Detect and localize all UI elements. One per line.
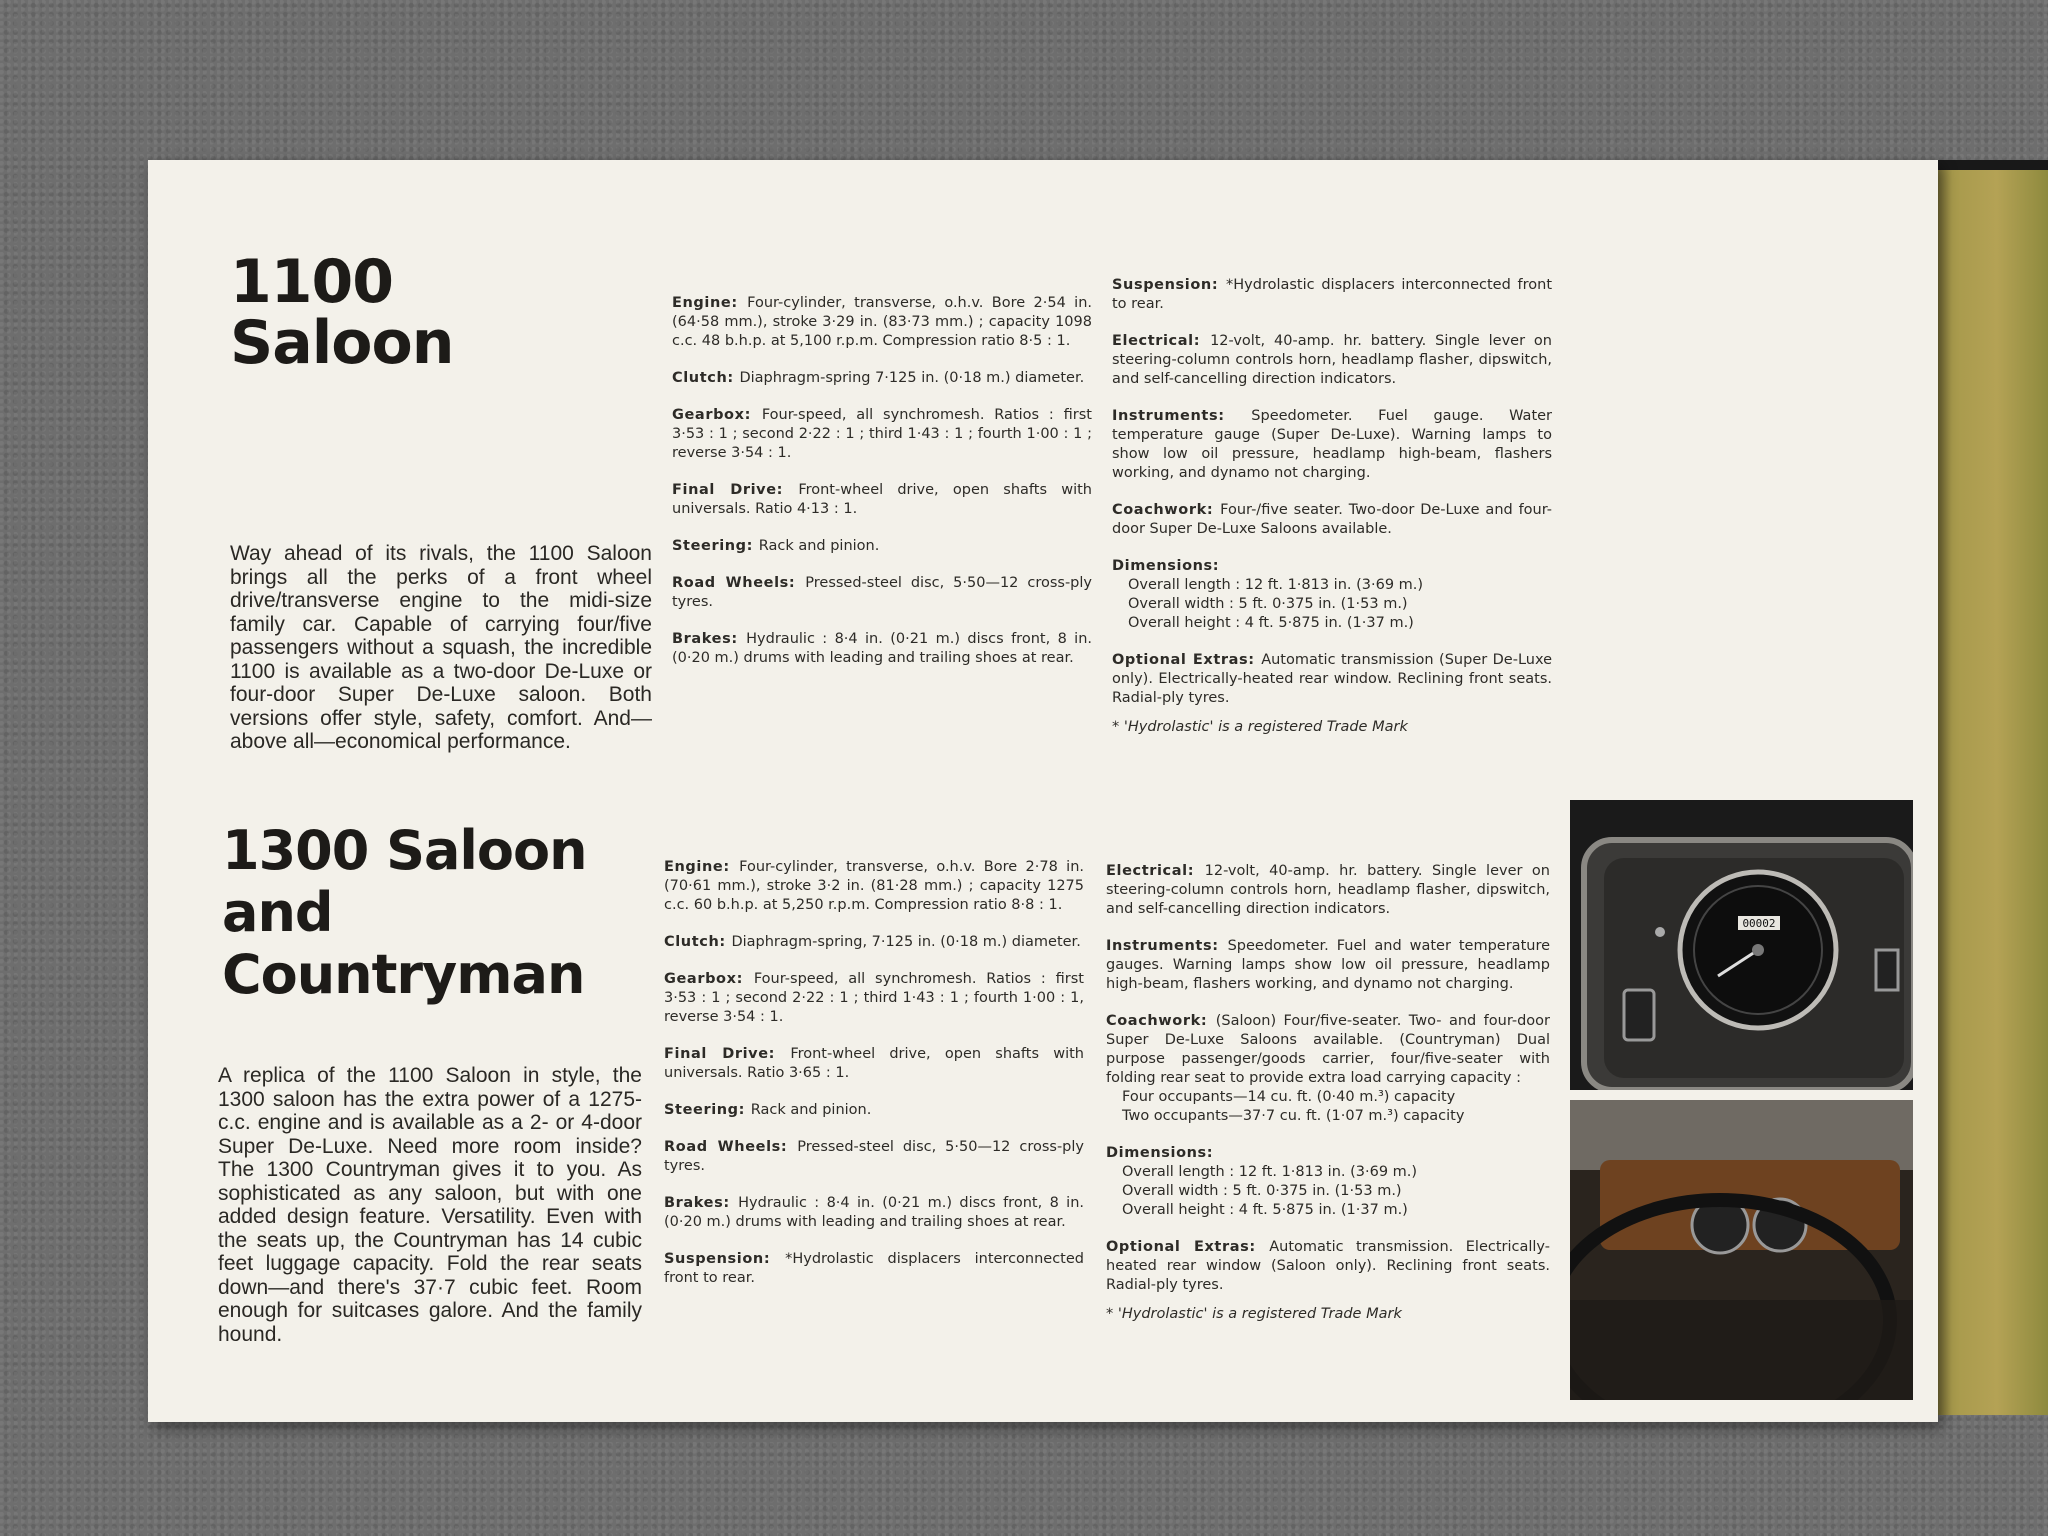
spec-label: Suspension : <box>1112 277 1226 293</box>
intro-1100: Way ahead of its rivals, the 1100 Saloon brings all the perks of a front wheel drive/transverse engine to the midi-size family car. Capable of carrying four/five passengers without a squash, the incredible 1100 is available as a two-door De-Luxe or four-door Super De-Luxe saloon. Both versions offer style, safety, comfort. And—above all—economical performance. <box>230 542 652 753</box>
spec-1300-road-wheels <box>664 1138 1084 1176</box>
spec-label: Final Drive : <box>672 482 798 498</box>
heading-1100 <box>230 247 454 379</box>
specs-1100-right <box>1112 276 1552 737</box>
dim-width: Overall width : 5 ft. 0·375 in. (1·53 m.) <box>1128 596 1408 612</box>
spec-1300-engine <box>664 858 1084 915</box>
dim-length: Overall length : 12 ft. 1·813 in. (3·69 m.) <box>1122 1164 1418 1180</box>
spec-text: Four-cylinder, transverse, o.h.v. Bore 2·78 in. (70·61 mm.), stroke 3·2 in. (81·28 mm.) ; capacity 1275 c.c. 60 b.h.p. at 5,250 r.p.m. Compression ratio 8·8 : 1. <box>664 859 1084 913</box>
dim-height: Overall height : 4 ft. 5·875 in. (1·37 m.) <box>1128 615 1414 631</box>
heading-1300-line1: 1300 Saloon <box>222 819 587 882</box>
spec-label: Coachwork : <box>1112 502 1220 518</box>
spec-1300-brakes <box>664 1194 1084 1232</box>
spec-1300-steering <box>664 1101 1084 1120</box>
spec-1100-instruments <box>1112 407 1552 483</box>
extras-text: Automatic transmission. Electrically-heated rear window (Saloon only). Reclining front seats. Radial-ply tyres. <box>1106 1239 1550 1293</box>
spec-text: Four-speed, all synchromesh. Ratios : first 3·53 : 1 ; second 2·22 : 1 ; third 1·43 : 1 ; fourth 1·00 : 1 ; reverse 3·54 : 1. <box>672 407 1092 461</box>
spec-text: 12-volt, 40-amp. hr. battery. Single lever on steering-column controls horn, headlamp flasher, dipswitch, and self-cancelling direction indicators. <box>1106 863 1550 917</box>
spec-text: Rack and pinion. <box>758 538 880 554</box>
spec-1100-suspension <box>1112 276 1552 314</box>
spec-label: Instruments : <box>1106 938 1228 954</box>
odometer-readout: 00002 <box>1742 917 1776 930</box>
extras-label: Optional Extras : <box>1106 1239 1269 1255</box>
spec-1300-clutch <box>664 933 1084 952</box>
dimensions-1300 <box>1106 1144 1550 1220</box>
spec-1100-road-wheels <box>672 574 1092 612</box>
capacity-1300 <box>1106 1088 1550 1126</box>
spec-label: Suspension : <box>664 1251 785 1267</box>
extras-text: Automatic transmission (Super De-Luxe only). Electrically-heated rear window. Reclining front seats. Radial-ply tyres. <box>1112 652 1553 706</box>
dim-width: Overall width : 5 ft. 0·375 in. (1·53 m.) <box>1122 1183 1402 1199</box>
dim-height: Overall height : 4 ft. 5·875 in. (1·37 m.) <box>1122 1202 1408 1218</box>
heading-1100-line1: 1100 <box>230 247 393 317</box>
spec-text: Diaphragm-spring, 7·125 in. (0·18 m.) diameter. <box>731 934 1081 950</box>
spec-label: Brakes : <box>672 631 746 647</box>
dim-length: Overall length : 12 ft. 1·813 in. (3·69 m.) <box>1128 577 1424 593</box>
spec-1300-electrical <box>1106 862 1550 919</box>
spec-1100-engine <box>672 294 1092 351</box>
spec-text: Front-wheel drive, open shafts with universals. Ratio 3·65 : 1. <box>664 1046 1084 1081</box>
spec-text: Hydraulic : 8·4 in. (0·21 m.) discs front, 8 in. (0·20 m.) drums with leading and trailing shoes at rear. <box>664 1195 1085 1230</box>
extras-label: Optional Extras : <box>1112 652 1261 668</box>
spec-1100-steering <box>672 537 1092 556</box>
spec-text: (Saloon) Four/five-seater. Two- and four-door Super De-Luxe Saloons available. (Countryman) Dual purpose passenger/goods carrier, four/five-seater with folding rear seat to provide extra load carrying capacity : <box>1106 1013 1551 1086</box>
spec-1100-brakes <box>672 630 1092 668</box>
optional-extras-1300 <box>1106 1238 1550 1295</box>
spec-text: Front-wheel drive, open shafts with universals. Ratio 4·13 : 1. <box>672 482 1092 517</box>
spec-label: Electrical : <box>1106 863 1205 879</box>
spec-label: Electrical : <box>1112 333 1210 349</box>
spec-label: Gearbox : <box>664 971 754 987</box>
spec-text: *Hydrolastic displacers interconnected front to rear. <box>1112 277 1553 312</box>
spec-1300-suspension <box>664 1250 1084 1288</box>
specs-1300-right <box>1106 862 1550 1324</box>
spec-label: Engine : <box>672 295 747 311</box>
trademark-note-1100: * 'Hydrolastic' is a registered Trade Mark <box>1112 719 1408 735</box>
specs-1300-left <box>664 858 1084 1306</box>
spec-1100-coachwork <box>1112 501 1552 539</box>
spec-label: Instruments : <box>1112 408 1251 424</box>
spec-label: Engine : <box>664 859 739 875</box>
spec-text: Hydraulic : 8·4 in. (0·21 m.) discs front, 8 in. (0·20 m.) drums with leading and trailing shoes at rear. <box>672 631 1093 666</box>
dimensions-1100 <box>1112 557 1552 633</box>
spec-text: Rack and pinion. <box>750 1102 872 1118</box>
spec-1300-coachwork <box>1106 1012 1550 1088</box>
spec-1300-final-drive <box>664 1045 1084 1083</box>
spec-label: Clutch : <box>672 370 739 386</box>
spec-text: 12-volt, 40-amp. hr. battery. Single lever on steering-column controls horn, headlamp flasher, dipswitch, and self-cancelling direction indicators. <box>1112 333 1552 387</box>
spec-1100-final-drive <box>672 481 1092 519</box>
spec-text: *Hydrolastic displacers interconnected front to rear. <box>664 1251 1084 1286</box>
spec-label: Gearbox : <box>672 407 762 423</box>
spec-label: Steering : <box>672 538 759 554</box>
spec-text: Pressed-steel disc, 5·50—12 cross-ply tyres. <box>672 575 1092 610</box>
spec-text: Four-/five seater. Two-door De-Luxe and four-door Super De-Luxe Saloons available. <box>1112 502 1553 537</box>
dimensions-label: Dimensions : <box>1106 1145 1213 1161</box>
spec-label: Road Wheels : <box>672 575 805 591</box>
instrument-panel-photo <box>1570 800 1913 1090</box>
dashboard-illustration <box>1570 1100 1913 1400</box>
heading-1300-line2: and <box>222 881 333 944</box>
spec-1100-electrical <box>1112 332 1552 389</box>
dimensions-label: Dimensions : <box>1112 558 1219 574</box>
spec-label: Coachwork : <box>1106 1013 1216 1029</box>
capacity-two: Two occupants—37·7 cu. ft. (1·07 m.³) capacity <box>1122 1108 1465 1124</box>
intro-1300: A replica of the 1100 Saloon in style, the 1300 saloon has the extra power of a 1275-c.c. engine and is available as a 2- or 4-door Super De-Luxe. Need more room inside? The 1300 Countryman gives it to you. As sophisticated as any saloon, but with one added design feature. Versatility. Even with the seats up, the Countryman has 14 cubic feet luggage capacity. Fold the rear seats down—and there's 37·7 cubic feet. Room enough for suitcases galore. And the family hound. <box>218 1064 642 1346</box>
specs-1100-left <box>672 294 1092 686</box>
spec-1100-clutch <box>672 369 1092 388</box>
spec-label: Road Wheels : <box>664 1139 797 1155</box>
spec-label: Steering : <box>664 1102 751 1118</box>
dashboard-photo <box>1570 1100 1913 1400</box>
spec-label: Final Drive : <box>664 1046 790 1062</box>
spec-label: Brakes : <box>664 1195 738 1211</box>
spec-1300-gearbox <box>664 970 1084 1027</box>
spec-text: Pressed-steel disc, 5·50—12 cross-ply tyres. <box>664 1139 1084 1174</box>
heading-1100-line2: Saloon <box>230 308 454 379</box>
spec-label: Clutch : <box>664 934 731 950</box>
opposite-page-photo <box>1920 170 2048 1415</box>
trademark-note-1300: * 'Hydrolastic' is a registered Trade Mark <box>1106 1306 1402 1322</box>
heading-1300-line3: Countryman <box>222 943 585 1006</box>
speedometer-illustration <box>1570 800 1913 1090</box>
spec-1100-gearbox <box>672 406 1092 463</box>
spec-1300-instruments <box>1106 937 1550 994</box>
spec-text: Four-speed, all synchromesh. Ratios : first 3·53 : 1 ; second 2·22 : 1 ; third 1·43 : 1 ; fourth 1·00 : 1, reverse 3·54 : 1. <box>664 971 1084 1025</box>
optional-extras-1100 <box>1112 651 1552 708</box>
capacity-four: Four occupants—14 cu. ft. (0·40 m.³) capacity <box>1122 1089 1456 1105</box>
heading-1300 <box>222 820 587 1006</box>
spec-text: Speedometer. Fuel and water temperature gauges. Warning lamps show low oil pressure, headlamp high-beam, flashers working, and dynamo not charging. <box>1106 938 1551 992</box>
spec-text: Diaphragm-spring 7·125 in. (0·18 m.) diameter. <box>739 370 1085 386</box>
spec-text: Four-cylinder, transverse, o.h.v. Bore 2·54 in. (64·58 mm.), stroke 3·29 in. (83·73 mm.) ; capacity 1098 c.c. 48 b.h.p. at 5,100 r.p.m. Compression ratio 8·5 : 1. <box>672 295 1092 349</box>
spec-text: Speedometer. Fuel gauge. Water temperature gauge (Super De-Luxe). Warning lamps to show low oil pressure, headlamp high-beam, flashers working, and dynamo not charging. <box>1112 408 1553 481</box>
